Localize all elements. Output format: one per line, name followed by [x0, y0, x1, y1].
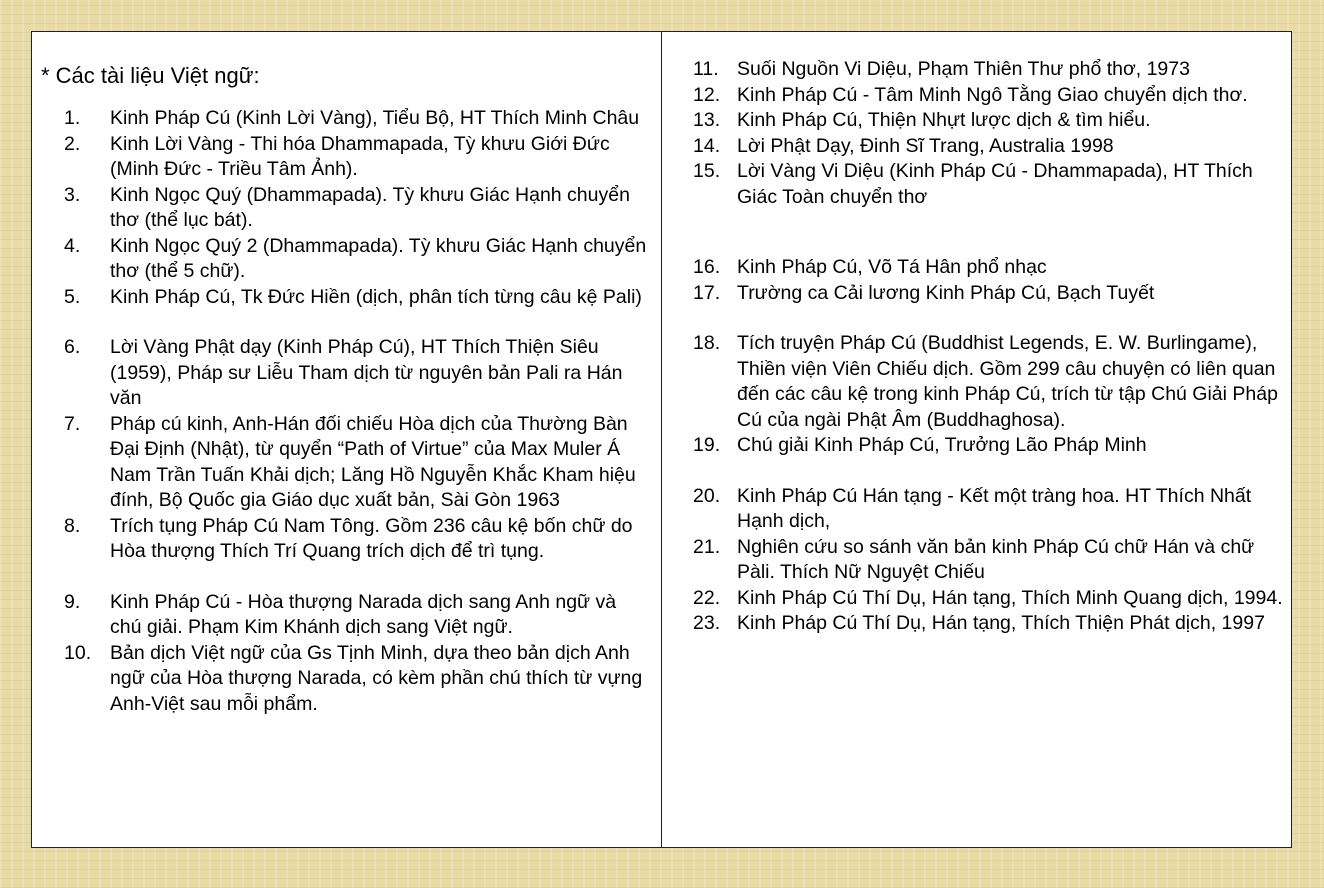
list-item-text: Chú giải Kinh Pháp Cú, Trưởng Lão Pháp Minh [737, 434, 1147, 456]
list-item [41, 285, 651, 311]
list-item-number: 20. [693, 484, 721, 507]
list-spacer [41, 565, 651, 590]
list-item-text: Kinh Ngọc Quý 2 (Dhammapada). Tỳ khưu Giác Hạnh chuyển thơ (thể 5 chữ). [110, 234, 647, 282]
list-item-number: 14. [693, 134, 721, 157]
list-item-number: 16. [693, 256, 721, 278]
list-item [41, 590, 651, 641]
list-item-number: 23. [693, 612, 721, 634]
list-item [41, 106, 651, 132]
list-item-text: Kinh Lời Vàng - Thi hóa Dhammapada, Tỳ khưu Giới Đức (Minh Đức - Triều Tâm Ảnh). [110, 132, 610, 180]
list-item [41, 641, 651, 718]
list-item [689, 134, 1283, 160]
list-item [689, 586, 1283, 612]
list-item-number: 17. [693, 281, 721, 304]
list-item-text: Kinh Pháp Cú, Võ Tá Hân phổ nhạc [737, 256, 1047, 278]
list-item-text: Kinh Pháp Cú - Tâm Minh Ngô Tằng Giao chuyển dịch thơ. [737, 83, 1248, 106]
list-item [689, 159, 1283, 210]
list-item-text: Kinh Pháp Cú (Kinh Lời Vàng), Tiểu Bộ, HT Thích Minh Châu [110, 107, 640, 129]
section-heading: * Các tài liệu Việt ngữ: [41, 63, 260, 88]
right-column [662, 32, 1291, 847]
list-item-text: Trích tụng Pháp Cú Nam Tông. Gồm 236 câu kệ bốn chữ do Hòa thượng Thích Trí Quang trích dịch để trì tụng. [110, 514, 633, 562]
list-item-text: Kinh Pháp Cú Thí Dụ, Hán tạng, Thích Thiện Phát dịch, 1997 [737, 612, 1265, 634]
left-column [32, 32, 662, 847]
document-panel [31, 31, 1292, 848]
list-item [41, 335, 651, 412]
list-item-number: 6. [64, 336, 81, 358]
list-item [689, 484, 1283, 535]
list-item [689, 331, 1283, 433]
list-item-text: Nghiên cứu so sánh văn bản kinh Pháp Cú chữ Hán và chữ Pàli. Thích Nữ Nguyệt Chiếu [737, 535, 1255, 583]
list-item-number: 11. [693, 58, 719, 80]
list-item-text: Kinh Pháp Cú, Thiện Nhựt lược dịch & tìm hiểu. [737, 109, 1151, 131]
list-item [689, 535, 1283, 586]
list-item-number: 19. [693, 434, 721, 456]
list-item-text: Kinh Pháp Cú Thí Dụ, Hán tạng, Thích Minh Quang dịch, 1994. [737, 586, 1283, 609]
list-spacer [41, 310, 651, 335]
list-item [41, 514, 651, 565]
reference-list-left [41, 106, 651, 717]
list-item [689, 108, 1283, 134]
list-item-number: 21. [693, 535, 721, 558]
list-item-text: Tích truyện Pháp Cú (Buddhist Legends, E. W. Burlingame), Thiền viện Viên Chiếu dịch. Gồm 299 câu chuyện có liên quan đến các câu kệ trong kinh Pháp Cú, trích từ tập Chú Giải Pháp Cú của ngài Phật Âm (Buddhaghosa). [737, 332, 1278, 431]
list-item-number: 8. [64, 514, 81, 537]
list-item-number: 18. [693, 332, 721, 354]
list-item [689, 611, 1283, 637]
list-item [41, 412, 651, 514]
list-item-text: Lời Vàng Phật dạy (Kinh Pháp Cú), HT Thích Thiện Siêu (1959), Pháp sư Liễu Tham dịch từ nguyên bản Pali ra Hán văn [110, 336, 623, 409]
list-item [689, 57, 1283, 83]
list-item-number: 10. [64, 641, 92, 664]
list-item-number: 22. [693, 586, 721, 609]
list-item-text: Kinh Pháp Cú - Hòa thượng Narada dịch sang Anh ngữ và chú giải. Phạm Kim Khánh dịch sang Việt ngữ. [110, 590, 617, 638]
list-item-text: Kinh Ngọc Quý (Dhammapada). Tỳ khưu Giác Hạnh chuyển thơ (thể lục bát). [110, 183, 630, 231]
list-item [689, 281, 1283, 307]
list-item [41, 234, 651, 285]
list-item-number: 15. [693, 160, 721, 182]
list-item-text: Kinh Pháp Cú, Tk Đức Hiền (dịch, phân tích từng câu kệ Pali) [110, 285, 642, 308]
list-item-number: 3. [64, 183, 81, 206]
list-item [41, 132, 651, 183]
list-item-number: 5. [64, 285, 81, 308]
list-item-text: Lời Phật Dạy, Đinh Sĩ Trang, Australia 1998 [737, 134, 1114, 157]
list-item [689, 83, 1283, 109]
list-item [41, 183, 651, 234]
list-item-number: 13. [693, 109, 721, 131]
list-spacer [689, 306, 1283, 331]
list-item-text: Trường ca Cải lương Kinh Pháp Cú, Bạch Tuyết [737, 281, 1155, 304]
list-item [689, 433, 1283, 459]
list-item-number: 12. [693, 83, 721, 106]
list-item-number: 4. [64, 234, 81, 257]
list-item-number: 7. [64, 412, 81, 435]
list-item-text: Lời Vàng Vi Diệu (Kinh Pháp Cú - Dhammapada), HT Thích Giác Toàn chuyển thơ [737, 160, 1253, 208]
list-item-number: 9. [64, 590, 81, 613]
list-spacer [689, 210, 1283, 255]
reference-list-right [689, 57, 1283, 637]
list-item-text: Bản dịch Việt ngữ của Gs Tịnh Minh, dựa theo bản dịch Anh ngữ của Hòa thượng Narada, có kèm phần chú thích từ vựng Anh-Việt sau mỗi phẩm. [110, 641, 643, 715]
list-spacer [689, 459, 1283, 484]
list-item-text: Pháp cú kinh, Anh-Hán đối chiếu Hòa dịch của Thường Bàn Đại Định (Nhật), từ quyển “Path of Virtue” của Max Muler Á Nam Trần Tuấn Khải dịch; Lăng Hồ Nguyễn Khắc Kham hiệu đính, Bộ Quốc gia Giáo dục xuất bản, Sài Gòn 1963 [110, 412, 636, 511]
list-item-number: 1. [64, 107, 81, 129]
list-item-text: Suối Nguồn Vi Diệu, Phạm Thiên Thư phổ thơ, 1973 [737, 58, 1190, 80]
list-item-number: 2. [64, 132, 81, 155]
list-item [689, 255, 1283, 281]
list-item-text: Kinh Pháp Cú Hán tạng - Kết một tràng hoa. HT Thích Nhất Hạnh dịch, [737, 484, 1252, 532]
